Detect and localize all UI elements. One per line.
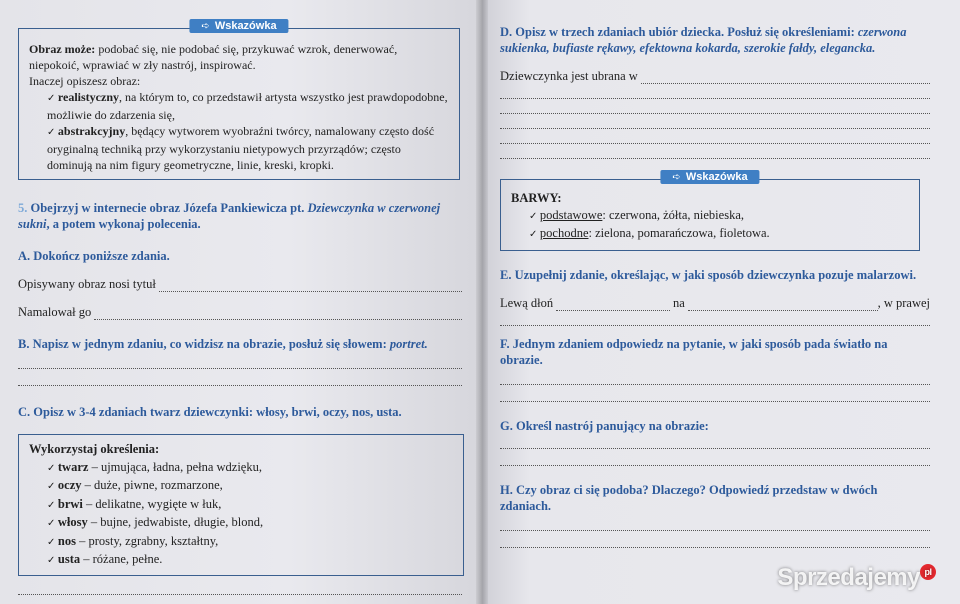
section-f-answer-line-2[interactable]: [500, 387, 930, 402]
hint-item-abstrakcyjny: ✓ abstrakcyjny, będący wytworem wyobraźni twórcy, namalowany często dość oryginalną techniką przy wykorzystaniu nietypowych przyrządów; często dominują na nim figury geometryczne, linie, kreski, kropki.: [47, 123, 449, 173]
hint-tag: ➪ Wskazówka: [660, 170, 759, 184]
right-page: [482, 0, 960, 604]
section-d-title: D. Opisz w trzech zdaniach ubiór dziecka. Posłuż się określeniami: czerwona sukienka, bufiaste rękawy, efektowna kokarda, szerokie fałdy, elegancka.: [500, 25, 907, 55]
section-d-answer-line-6[interactable]: [500, 144, 930, 159]
barwy-podstawowe: ✓ podstawowe: czerwona, żółta, niebieska,: [529, 207, 909, 226]
arrow-icon: ➪: [201, 20, 210, 32]
painter-answer-line[interactable]: Namalował go: [18, 302, 462, 320]
section-h-answer-line-2[interactable]: [500, 533, 930, 548]
section-d-answer-line-4[interactable]: [500, 114, 930, 129]
hint-line-2: Inaczej opiszesz obraz:: [29, 74, 141, 88]
section-f-answer-line-1[interactable]: [500, 370, 930, 385]
section-c-answer-line-2[interactable]: [18, 597, 462, 604]
section-h-title: H. Czy obraz ci się podoba? Dlaczego? Odpowiedź przedstaw w dwóch zdaniach.: [500, 482, 878, 513]
section-g-answer-line-2[interactable]: [500, 451, 930, 466]
section-h-answer-line-1[interactable]: [500, 516, 930, 531]
section-e-answer-line-2[interactable]: [500, 311, 930, 326]
descriptor-brwi: ✓ brwi – delikatne, wygięte w łuk,: [47, 496, 453, 515]
descriptor-oczy: ✓ oczy – duże, piwne, rozmarzone,: [47, 477, 453, 496]
section-d-answer-line-2[interactable]: [500, 84, 930, 99]
watermark-badge: pl: [920, 564, 936, 580]
section-e-title: E. Uzupełnij zdanie, określając, w jaki sposób dziewczynka pozuje malarzowi.: [500, 267, 917, 282]
watermark: Sprzedajemy pl: [777, 564, 936, 592]
descriptors-list: [29, 459, 453, 570]
section-d-answer-line-5[interactable]: [500, 129, 930, 144]
descriptor-usta: ✓ usta – różane, pełne.: [47, 551, 453, 570]
section-g-title: G. Określ nastrój panujący na obrazie:: [500, 418, 709, 433]
barwy-list: [511, 207, 909, 244]
section-a-title: A. Dokończ poniższe zdania.: [18, 249, 170, 263]
hint-tag: ➪ Wskazówka: [189, 19, 288, 33]
section-f-title: F. Jednym zdaniem odpowiedz na pytanie, w jaki sposób pada światło na obrazie.: [500, 336, 888, 367]
barwy-pochodne: ✓ pochodne: zielona, pomarańczowa, fioletowa.: [529, 225, 909, 244]
book-spine: [476, 0, 488, 604]
descriptor-nos: ✓ nos – prosty, zgrabny, kształtny,: [47, 533, 453, 552]
section-b-title: B. Napisz w jednym zdaniu, co widzisz na obrazie, posłuż się słowem: portret.: [18, 337, 428, 351]
section-d-answer-line-3[interactable]: [500, 99, 930, 114]
clothing-answer-line[interactable]: Dziewczynka jest ubrana w: [500, 66, 930, 84]
hint-item-realistyczny: ✓ realistyczny, na którym to, co przedstawił artysta wszystko jest prawdopodobne, możliwie do zdarzenia się,: [47, 89, 449, 123]
descriptors-title: Wykorzystaj określenia:: [29, 442, 160, 456]
section-b-answer-line-2[interactable]: [18, 371, 462, 386]
section-c-title: C. Opisz w 3-4 zdaniach twarz dziewczynki: włosy, brwi, oczy, nos, usta.: [18, 405, 402, 419]
descriptor-twarz: ✓ twarz – ujmująca, ładna, pełna wdzięku,: [47, 459, 453, 478]
task-5-instruction: 5. Obejrzyj w internecie obraz Józefa Pankiewicza pt. Dziewczynka w czerwonej sukni, a potem wykonaj polecenia.: [18, 201, 441, 231]
descriptor-wlosy: ✓ włosy – bujne, jedwabiste, długie, blond,: [47, 514, 453, 533]
section-g-answer-line-1[interactable]: [500, 434, 930, 449]
barwy-title: BARWY:: [511, 191, 562, 205]
hint-list: [29, 89, 449, 173]
pose-answer-line[interactable]: Lewą dłoń na , w prawej: [500, 295, 930, 310]
hint-box-barwy: [500, 171, 920, 251]
hint-box-obraz: [18, 20, 460, 180]
hint-line-1: Obraz może: podobać się, nie podobać się, przykuwać wzrok, denerwować, niepokoić, wprawiać w zły nastrój, inspirować.: [29, 42, 398, 72]
section-c-answer-line-1[interactable]: [18, 580, 462, 595]
section-b-answer-line-1[interactable]: [18, 354, 462, 369]
arrow-icon: ➪: [672, 171, 681, 183]
descriptors-box: [18, 434, 464, 576]
title-answer-line[interactable]: Opisywany obraz nosi tytuł: [18, 274, 462, 292]
